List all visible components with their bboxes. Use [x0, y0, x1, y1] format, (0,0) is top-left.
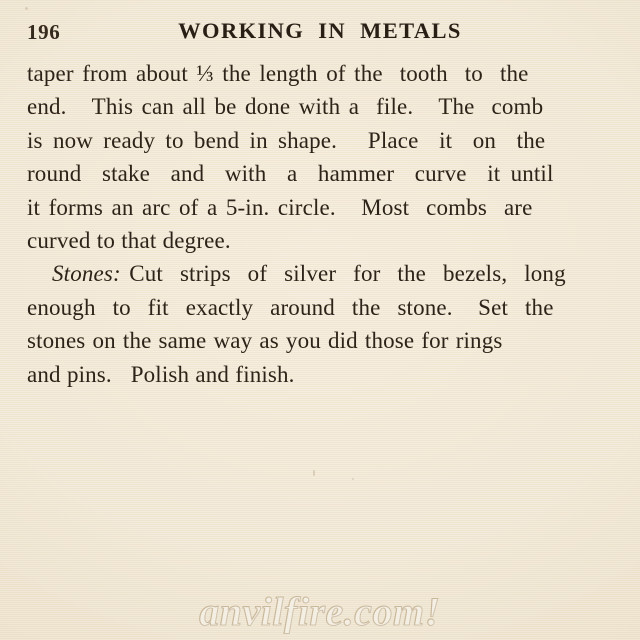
- text-line: and pins. Polish and finish.: [27, 361, 295, 387]
- watermark-anvilfire: anvilfire.com!: [199, 589, 441, 634]
- scan-speck: [313, 470, 315, 476]
- running-head-title: WORKING IN METALS: [178, 18, 462, 43]
- page-header: [0, 18, 640, 52]
- text-line: it forms an arc of a 5-in. circle. Most combs are: [27, 194, 533, 220]
- text-line: enough to fit exactly around the stone. Set the: [27, 294, 554, 320]
- text-line: is now ready to bend in shape. Place it on the: [27, 127, 546, 153]
- text-line: round stake and with a hammer curve it until: [27, 161, 554, 187]
- paragraph-2: [27, 257, 613, 391]
- text-line: end. This can all be done with a file. The comb: [27, 94, 544, 120]
- stones-heading-rest: Cut strips of silver for the bezels, long: [120, 261, 566, 287]
- scan-speck: [352, 478, 354, 480]
- text-line: stones on the same way as you did those for rings: [27, 328, 503, 354]
- scan-speck: [25, 7, 28, 10]
- text-line: curved to that degree.: [27, 227, 231, 253]
- paragraph-1: [27, 57, 613, 257]
- text-line-lead: [27, 257, 613, 290]
- stones-heading: Stones:: [52, 261, 121, 287]
- text-line: taper from about ⅓ the length of the tooth to the: [27, 61, 529, 86]
- page-body: [27, 57, 613, 391]
- page-number: 196: [27, 20, 61, 44]
